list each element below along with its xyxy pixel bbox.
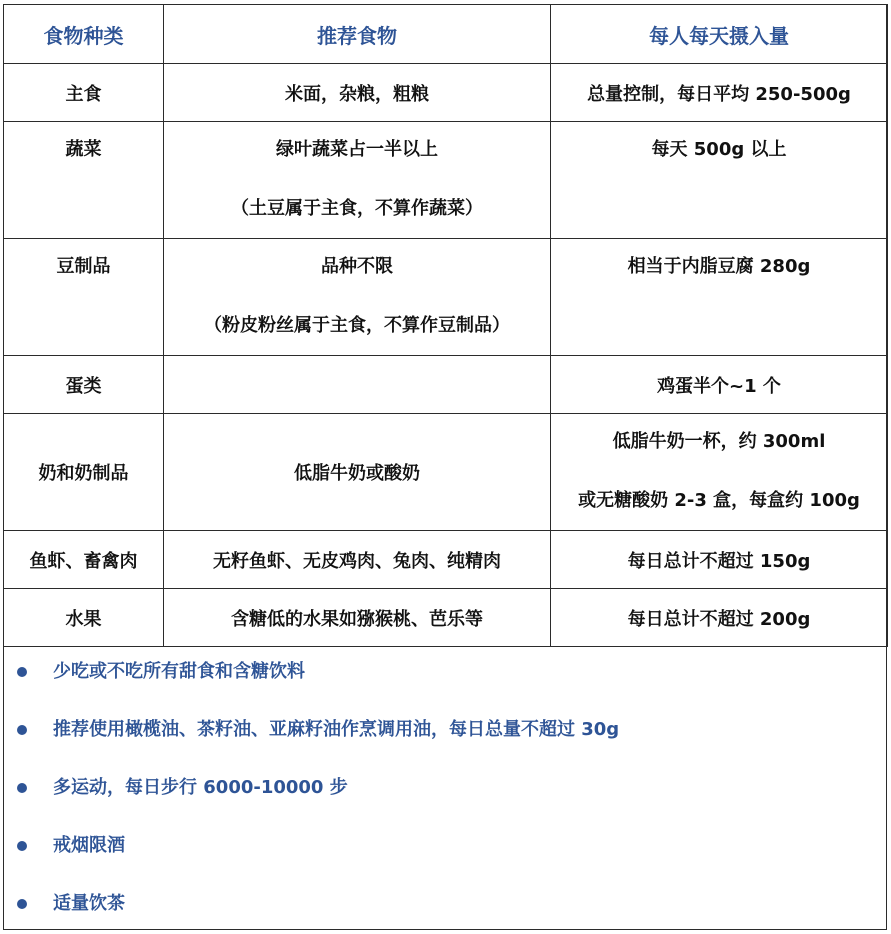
amount-cell <box>551 414 888 531</box>
foods-cell: 无籽鱼虾、无皮鸡肉、兔肉、纯精肉 <box>164 531 551 589</box>
header-category: 食物种类 <box>4 5 164 64</box>
foods-cell <box>164 356 551 414</box>
amount-cell: 鸡蛋半个~1 个 <box>551 356 888 414</box>
amount-line: 每天 500g 以上 <box>651 139 787 160</box>
diet-table <box>3 4 888 647</box>
amount-line: 低脂牛奶一杯，约 300ml <box>612 431 826 452</box>
bullet-icon <box>17 841 27 851</box>
list-item <box>3 759 887 817</box>
table-row <box>4 64 888 122</box>
bullet-icon <box>17 725 27 735</box>
amount-cell: 总量控制，每日平均 250-500g <box>551 64 888 122</box>
category-cell: 奶和奶制品 <box>4 414 164 531</box>
header-foods: 推荐食物 <box>164 5 551 64</box>
table-row <box>4 122 888 239</box>
foods-cell <box>164 239 551 356</box>
foods-cell: 米面，杂粮，粗粮 <box>164 64 551 122</box>
tip-text: 推荐使用橄榄油、茶籽油、亚麻籽油作烹调用油，每日总量不超过 30g <box>53 719 620 740</box>
header-amount: 每人每天摄入量 <box>551 5 888 64</box>
table-row <box>4 589 888 647</box>
table-row <box>4 531 888 589</box>
list-item <box>3 875 887 933</box>
amount-cell <box>551 122 888 239</box>
amount-cell: 每日总计不超过 150g <box>551 531 888 589</box>
list-item <box>3 643 887 701</box>
bullet-icon <box>17 783 27 793</box>
foods-note: （土豆属于主食，不算作蔬菜） <box>231 198 483 219</box>
bullet-icon <box>17 899 27 909</box>
tip-text: 多运动，每日步行 6000-10000 步 <box>53 777 348 798</box>
category-cell: 鱼虾、畜禽肉 <box>4 531 164 589</box>
bullet-icon <box>17 667 27 677</box>
category-cell: 蔬菜 <box>4 122 164 239</box>
category-cell: 水果 <box>4 589 164 647</box>
table-header-row <box>4 5 888 64</box>
amount-line: 或无糖酸奶 2-3 盒，每盒约 100g <box>578 490 860 511</box>
tip-text: 适量饮茶 <box>53 893 125 914</box>
foods-cell <box>164 122 551 239</box>
list-item <box>3 817 887 875</box>
foods-note: （粉皮粉丝属于主食，不算作豆制品） <box>204 315 510 336</box>
list-item <box>3 701 887 759</box>
amount-cell: 每日总计不超过 200g <box>551 589 888 647</box>
foods-cell: 低脂牛奶或酸奶 <box>164 414 551 531</box>
tips-list <box>3 643 887 933</box>
table-row <box>4 356 888 414</box>
category-cell: 豆制品 <box>4 239 164 356</box>
foods-line: 绿叶蔬菜占一半以上 <box>276 139 438 160</box>
foods-cell: 含糖低的水果如猕猴桃、芭乐等 <box>164 589 551 647</box>
tip-text: 少吃或不吃所有甜食和含糖饮料 <box>53 661 305 682</box>
table-row <box>4 239 888 356</box>
foods-line: 品种不限 <box>321 256 393 277</box>
tip-text: 戒烟限酒 <box>53 835 125 856</box>
category-cell: 蛋类 <box>4 356 164 414</box>
amount-line: 相当于内脂豆腐 280g <box>627 256 811 277</box>
amount-cell <box>551 239 888 356</box>
table-row <box>4 414 888 531</box>
category-cell: 主食 <box>4 64 164 122</box>
